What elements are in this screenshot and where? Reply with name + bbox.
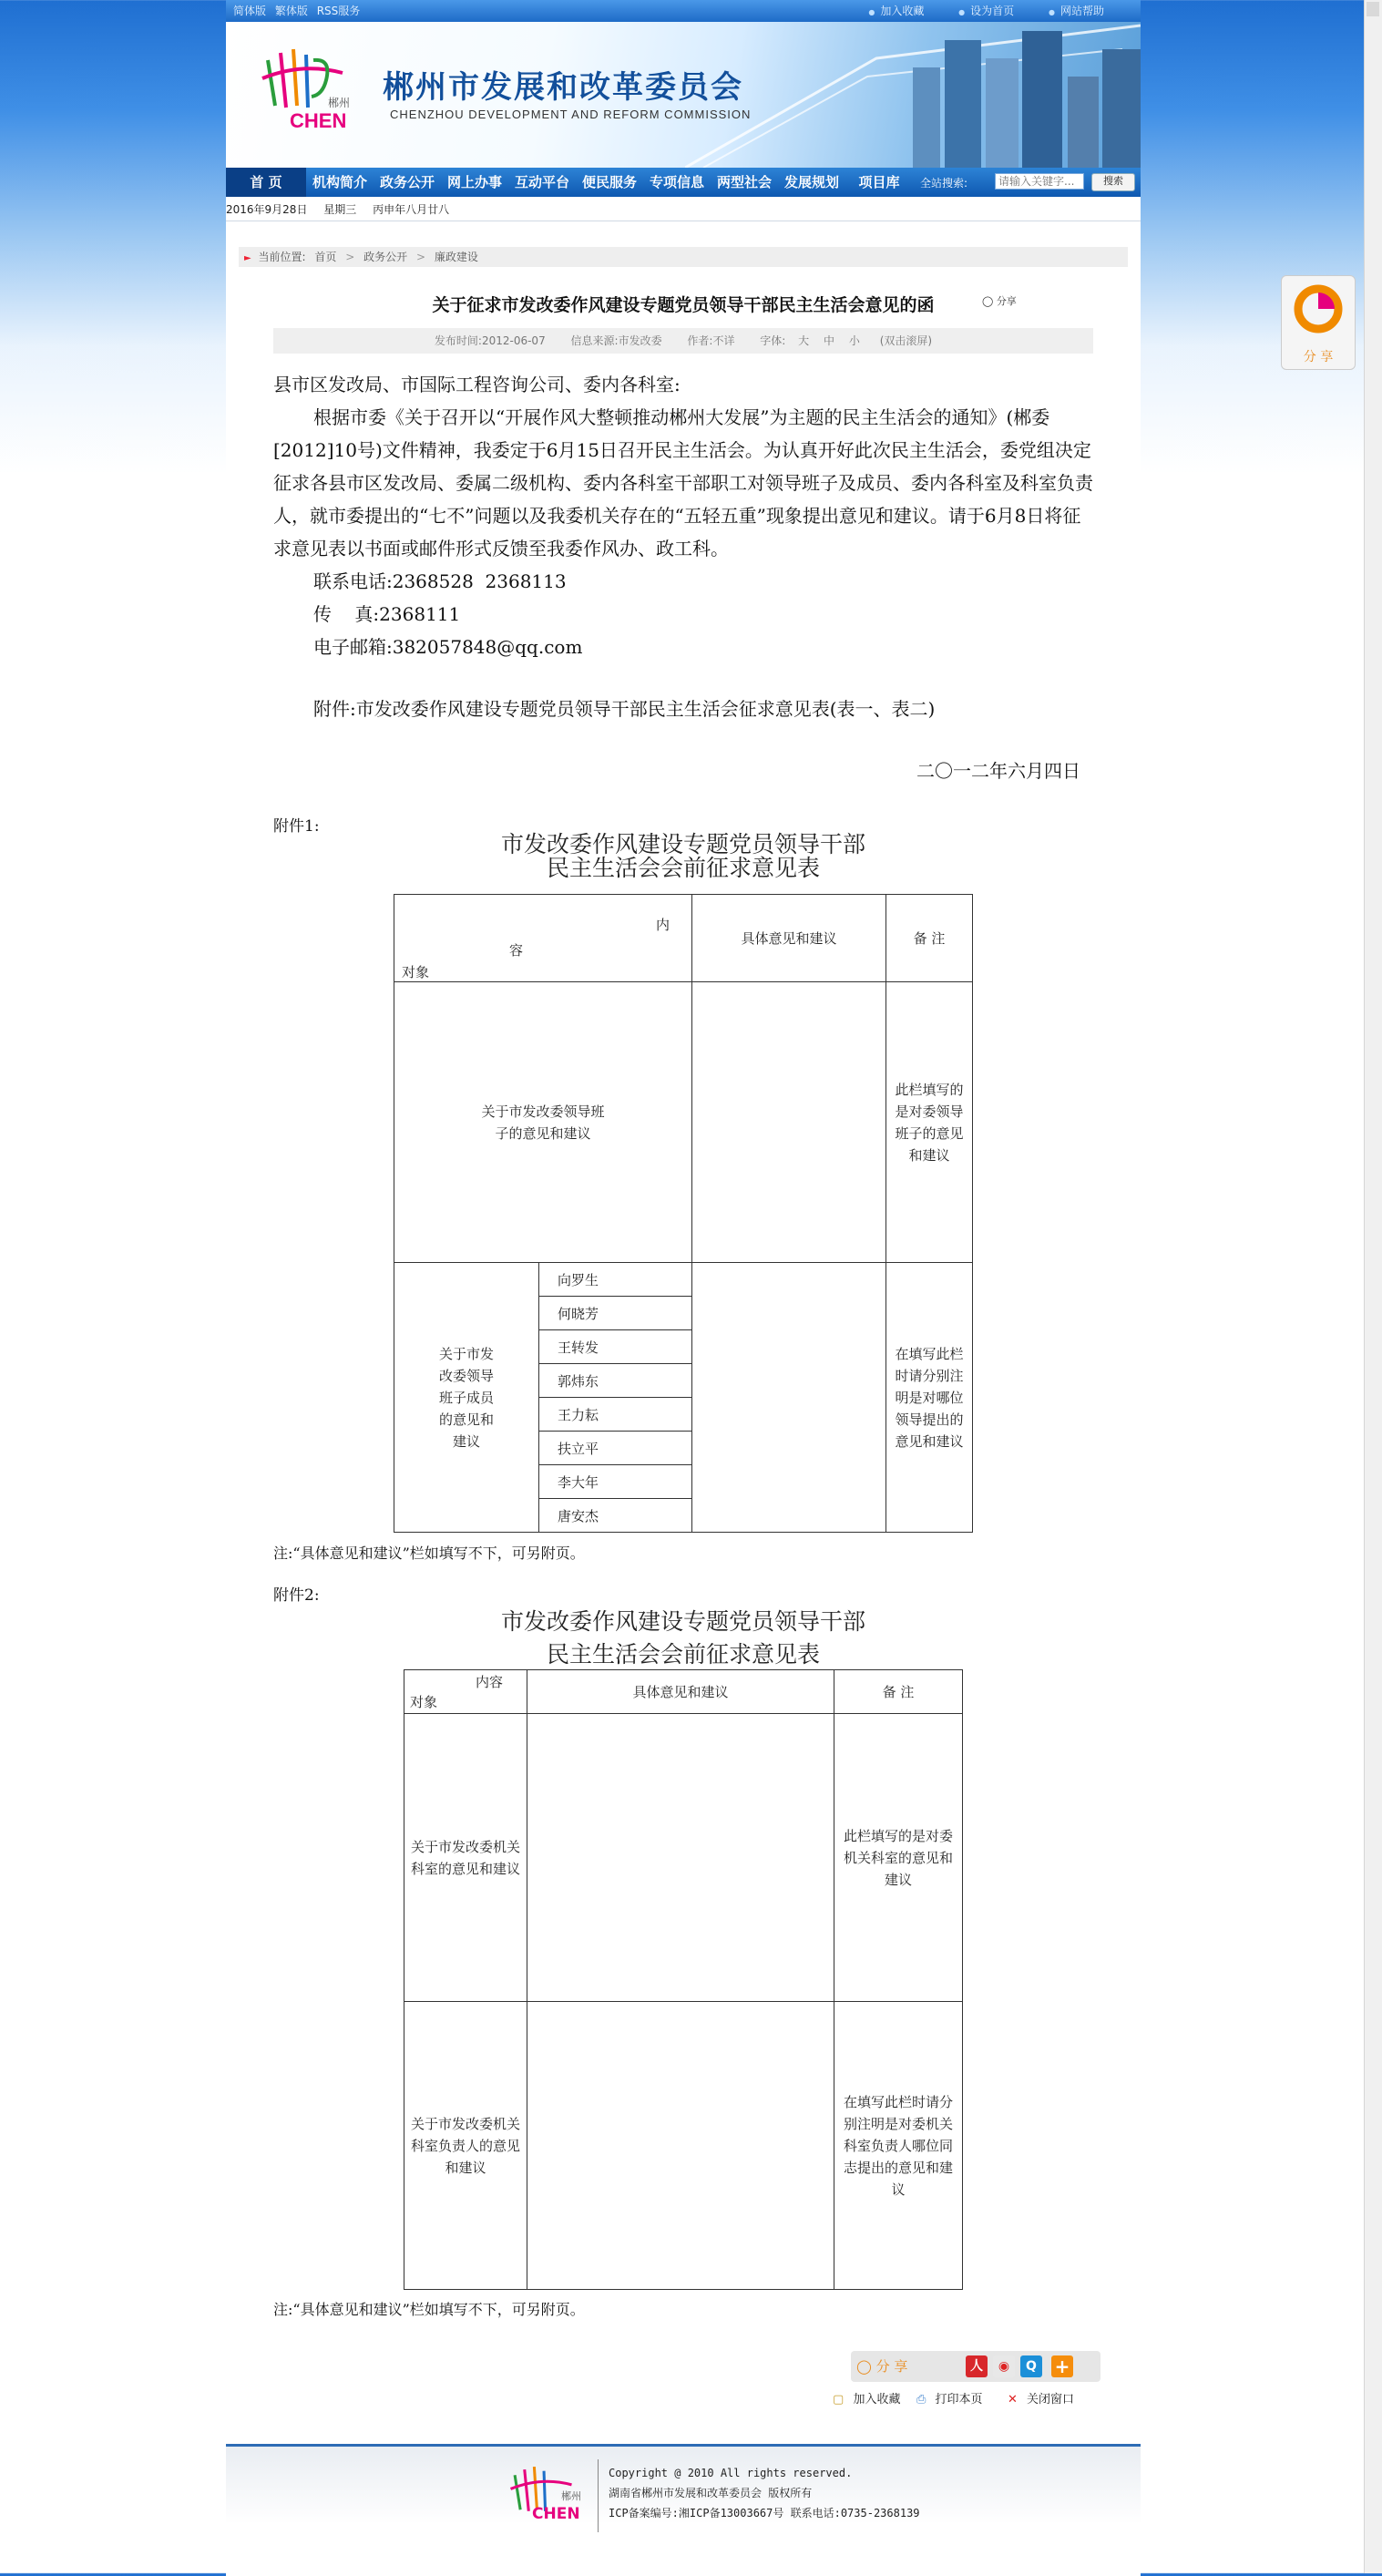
site-subtitle: CHENZHOU DEVELOPMENT AND REFORM COMMISSION <box>390 108 752 121</box>
member-name: 郭炜东 <box>539 1364 692 1398</box>
table1-row1-opinion[interactable] <box>692 982 886 1263</box>
table2-row1-opinion[interactable] <box>527 1714 834 2002</box>
footer-logo-text: CHEN <box>532 2505 580 2523</box>
publish-date: 发布时间:2012-06-07 <box>434 334 546 347</box>
copyright: Copyright @ 2010 All rights reserved. <box>609 2467 853 2479</box>
link-simplified[interactable]: 简体版 <box>233 5 267 17</box>
table2-row1-remark <box>834 1714 963 2002</box>
footer-logo-city: 郴州 <box>561 2490 581 2502</box>
member-name: 唐安杰 <box>539 1499 692 1533</box>
table1-row1-object-text: 关于市发改委领导班子的意见和建议 <box>481 1103 605 1142</box>
table1-title-line1: 市发改委作风建设专题党员领导干部 <box>500 831 865 857</box>
attachment1-label: 附件1: <box>273 817 320 836</box>
table1-title <box>226 833 1141 880</box>
table2-title <box>226 1606 1141 1671</box>
member-name: 李大年 <box>539 1465 692 1499</box>
share-label-text: 分 享 <box>875 2358 908 2375</box>
nav-gov-affairs[interactable]: 政务公开 <box>379 174 435 190</box>
table2-row2-object <box>404 2002 527 2290</box>
search-label: 全站搜索: <box>920 177 968 190</box>
article-meta <box>273 328 1093 354</box>
font-size-small[interactable]: 小 <box>848 334 860 347</box>
share-qzone-icon[interactable]: Q <box>1020 2355 1042 2377</box>
table1-header-remark: 备 注 <box>886 895 973 982</box>
article-title: 关于征求市发改委作风建设专题党员领导干部民主生活会意见的函 <box>432 295 935 315</box>
font-size-large[interactable]: 大 <box>798 334 810 347</box>
table2-row2-object-text: 关于市发改委机关科室负责人的意见和建议 <box>410 2115 520 2176</box>
favorite-icon: ▢ <box>833 2393 845 2407</box>
footer-text <box>609 2463 920 2523</box>
nav-project-library[interactable]: 项目库 <box>858 174 900 190</box>
table2-row2-remark <box>834 2002 963 2290</box>
table1-note: 注:“具体意见和建议”栏如填写不下，可另附页。 <box>273 1545 585 1562</box>
share-logo-icon <box>1293 283 1344 334</box>
table2-note: 注:“具体意见和建议”栏如填写不下，可另附页。 <box>273 2301 585 2318</box>
table1-header-object <box>394 895 692 982</box>
share-more-icon[interactable]: + <box>1051 2355 1073 2377</box>
top-right-links <box>837 0 1119 24</box>
attachment2-label: 附件2: <box>273 1586 320 1605</box>
nav-online-service[interactable]: 网上办事 <box>446 174 502 190</box>
font-size-label: 字体: <box>760 334 786 347</box>
tool-print-label: 打印本页 <box>935 2393 983 2407</box>
table2-header-object <box>404 1670 527 1714</box>
breadcrumb-home[interactable]: 首页 <box>314 251 337 263</box>
skyline-graphic <box>685 22 1141 168</box>
logo-city: 郴州 <box>328 97 351 109</box>
share-mini-label: 分享 <box>996 295 1017 307</box>
member-name: 向罗生 <box>539 1263 692 1297</box>
contact-fax: 传 真:2368111 <box>313 603 461 625</box>
footer-divider <box>598 2459 599 2532</box>
tool-add-favorite[interactable] <box>833 2389 900 2407</box>
table1-row2-remark-text: 在填写此栏时请分别注明是对哪位领导提出的意见和建议 <box>895 1345 964 1450</box>
opinion-table-1 <box>394 894 973 1533</box>
table1-row2-object-text: 关于市发改委领导班子成员的意见和建议 <box>438 1345 494 1450</box>
table2-row2-remark-text: 在填写此栏时请分别注明是对委机关科室负责人哪位同志提出的意见和建议 <box>844 2093 954 2198</box>
link-help[interactable]: ● 网站帮助 <box>1049 5 1104 17</box>
top-bar <box>226 0 1141 22</box>
info-source: 信息来源:市发改委 <box>570 334 662 347</box>
logo-text: CHEN <box>290 109 347 132</box>
tool-add-favorite-label: 加入收藏 <box>853 2393 901 2407</box>
member-name: 王力耘 <box>539 1398 692 1432</box>
table2-row1-object <box>404 1714 527 2002</box>
table1-title-line2: 民主生活会会前征求意见表 <box>546 855 820 881</box>
author: 作者:不详 <box>687 334 735 347</box>
page <box>226 0 1141 2573</box>
share-renren-icon[interactable]: 人 <box>966 2355 988 2377</box>
nav-about[interactable]: 机构简介 <box>312 174 367 190</box>
table1-row2-opinion[interactable] <box>692 1263 886 1533</box>
floating-share-label: 分 享 <box>1303 350 1334 364</box>
table2-header-remark: 备 注 <box>834 1670 963 1714</box>
nav-interaction[interactable]: 互动平台 <box>514 174 569 190</box>
table2-row2-opinion[interactable] <box>527 2002 834 2290</box>
double-click-scroll: (双击滚屏) <box>879 334 933 347</box>
close-icon: ✕ <box>1008 2393 1018 2407</box>
table1-row1-remark-text: 此栏填写的是对委领导班子的意见和建议 <box>895 1081 964 1164</box>
breadcrumb-sep-icon: > <box>345 251 355 263</box>
table2-row1-remark-text: 此栏填写的是对委机关科室的意见和建议 <box>844 1827 954 1888</box>
table2-head-content: 内容 <box>476 1674 504 1690</box>
member-name: 何晓芳 <box>539 1297 692 1330</box>
share-label[interactable] <box>856 2351 907 2382</box>
table1-head-obj: 对象 <box>402 964 430 980</box>
font-size-medium[interactable]: 中 <box>824 334 835 347</box>
tool-close-label: 关闭窗口 <box>1027 2393 1075 2407</box>
lunar-date: 丙申年八月廿八 <box>373 203 450 216</box>
link-traditional[interactable]: 繁体版 <box>274 5 308 17</box>
breadcrumb-arrow-icon: ► <box>244 253 251 263</box>
share-mini-button[interactable] <box>982 293 1017 308</box>
table2-header-opinion: 具体意见和建议 <box>527 1670 834 1714</box>
table1-row2-object <box>394 1263 539 1533</box>
table2-title-line2: 民主生活会会前征求意见表 <box>546 1641 820 1668</box>
breadcrumb <box>239 247 1128 267</box>
contact-email: 电子邮箱:382057848@qq.com <box>313 636 583 658</box>
breadcrumb-gov-affairs[interactable]: 政务公开 <box>363 251 408 263</box>
breadcrumb-sep-icon: > <box>415 251 426 263</box>
nav-planning[interactable]: 发展规划 <box>783 174 839 190</box>
footer <box>226 2444 1141 2576</box>
print-icon: ⎙ <box>916 2393 926 2407</box>
nav-public-service[interactable]: 便民服务 <box>581 174 637 190</box>
footer-owner: 湖南省郴州市发展和改革委员会 版权所有 <box>609 2487 813 2499</box>
nav-special-info[interactable]: 专项信息 <box>649 174 704 190</box>
search-button[interactable]: 搜索 <box>1091 173 1135 191</box>
floating-share-widget[interactable] <box>1281 275 1356 370</box>
top-left-links <box>233 0 365 22</box>
footer-icp: ICP备案编号:湘ICP备13003667号 联系电话:0735-2368139 <box>609 2507 920 2520</box>
main-nav <box>226 168 1141 197</box>
table1-row1-remark <box>886 982 973 1263</box>
current-date: 2016年9月28日 <box>226 203 308 216</box>
tool-close[interactable] <box>1008 2389 1074 2407</box>
date-bar <box>226 199 1141 221</box>
vertical-scrollbar[interactable] <box>1364 0 1382 2573</box>
share-mini-icon: ◯ <box>982 295 994 307</box>
share-weibo-icon[interactable]: ◉ <box>993 2355 1015 2377</box>
nav-two-type-society[interactable]: 两型社会 <box>716 174 772 190</box>
table1-head-rong: 容 <box>509 942 524 959</box>
member-name: 扶立平 <box>539 1432 692 1465</box>
table1-head-nei: 内 <box>655 917 670 933</box>
table2-row1-object-text: 关于市发改委机关科室的意见和建议 <box>410 1838 520 1877</box>
sign-date: 二〇一二年六月四日 <box>916 760 1080 782</box>
tool-print[interactable] <box>916 2389 983 2407</box>
share-logo-icon: ◯ <box>856 2358 872 2375</box>
breadcrumb-prefix: 当前位置: <box>258 251 306 263</box>
contact-phone: 联系电话:2368528 2368113 <box>313 570 567 592</box>
link-add-favorite[interactable]: ● 加入收藏 <box>868 5 924 17</box>
table2-title-line1: 市发改委作风建设专题党员领导干部 <box>500 1608 865 1635</box>
search-input[interactable] <box>995 173 1084 190</box>
table1-row1-object <box>394 982 692 1263</box>
link-set-homepage[interactable]: ● 设为首页 <box>958 5 1014 17</box>
table1-header-opinion: 具体意见和建议 <box>692 895 886 982</box>
attachment-line: 附件:市发改委作风建设专题党员领导干部民主生活会征求意见表(表一、表二) <box>313 698 936 720</box>
member-name: 王转发 <box>539 1330 692 1364</box>
main-paragraph: 根据市委《关于召开以“开展作风大整顿推动郴州大发展”为主题的民主生活会的通知》(郴委[2012]10号)文件精神，我委定于6月15日召开民主生活会。为认真开好此次民主生活会，委党组决定征求各县市区发改局、委属二级机构、委内各科室干部职工对领导班子及成员、委内各科室及科室负责人，就市委提出的“七不”问题以及我委机关存在的“五轻五重”现象提出意见和建议。请于6月8日将征求意见表以书面或邮件形式反馈至我委作风办、政工科。 <box>273 406 1093 559</box>
site-title: 郴州市发展和改革委员会 <box>383 69 743 106</box>
table2-head-obj: 对象 <box>410 1694 438 1710</box>
table1-row2-remark <box>886 1263 973 1533</box>
nav-home[interactable]: 首 页 <box>226 168 306 197</box>
link-rss[interactable]: RSS服务 <box>316 5 361 17</box>
opinion-table-2 <box>404 1669 963 2290</box>
header-banner <box>226 22 1141 168</box>
share-bar <box>851 2351 1100 2382</box>
salutation: 县市区发改局、市国际工程咨询公司、委内各科室: <box>273 374 681 395</box>
current-weekday: 星期三 <box>323 203 357 216</box>
breadcrumb-integrity[interactable]: 廉政建设 <box>434 251 478 263</box>
scrollbar-thumb[interactable] <box>1367 2 1379 16</box>
article-body <box>273 368 1095 787</box>
